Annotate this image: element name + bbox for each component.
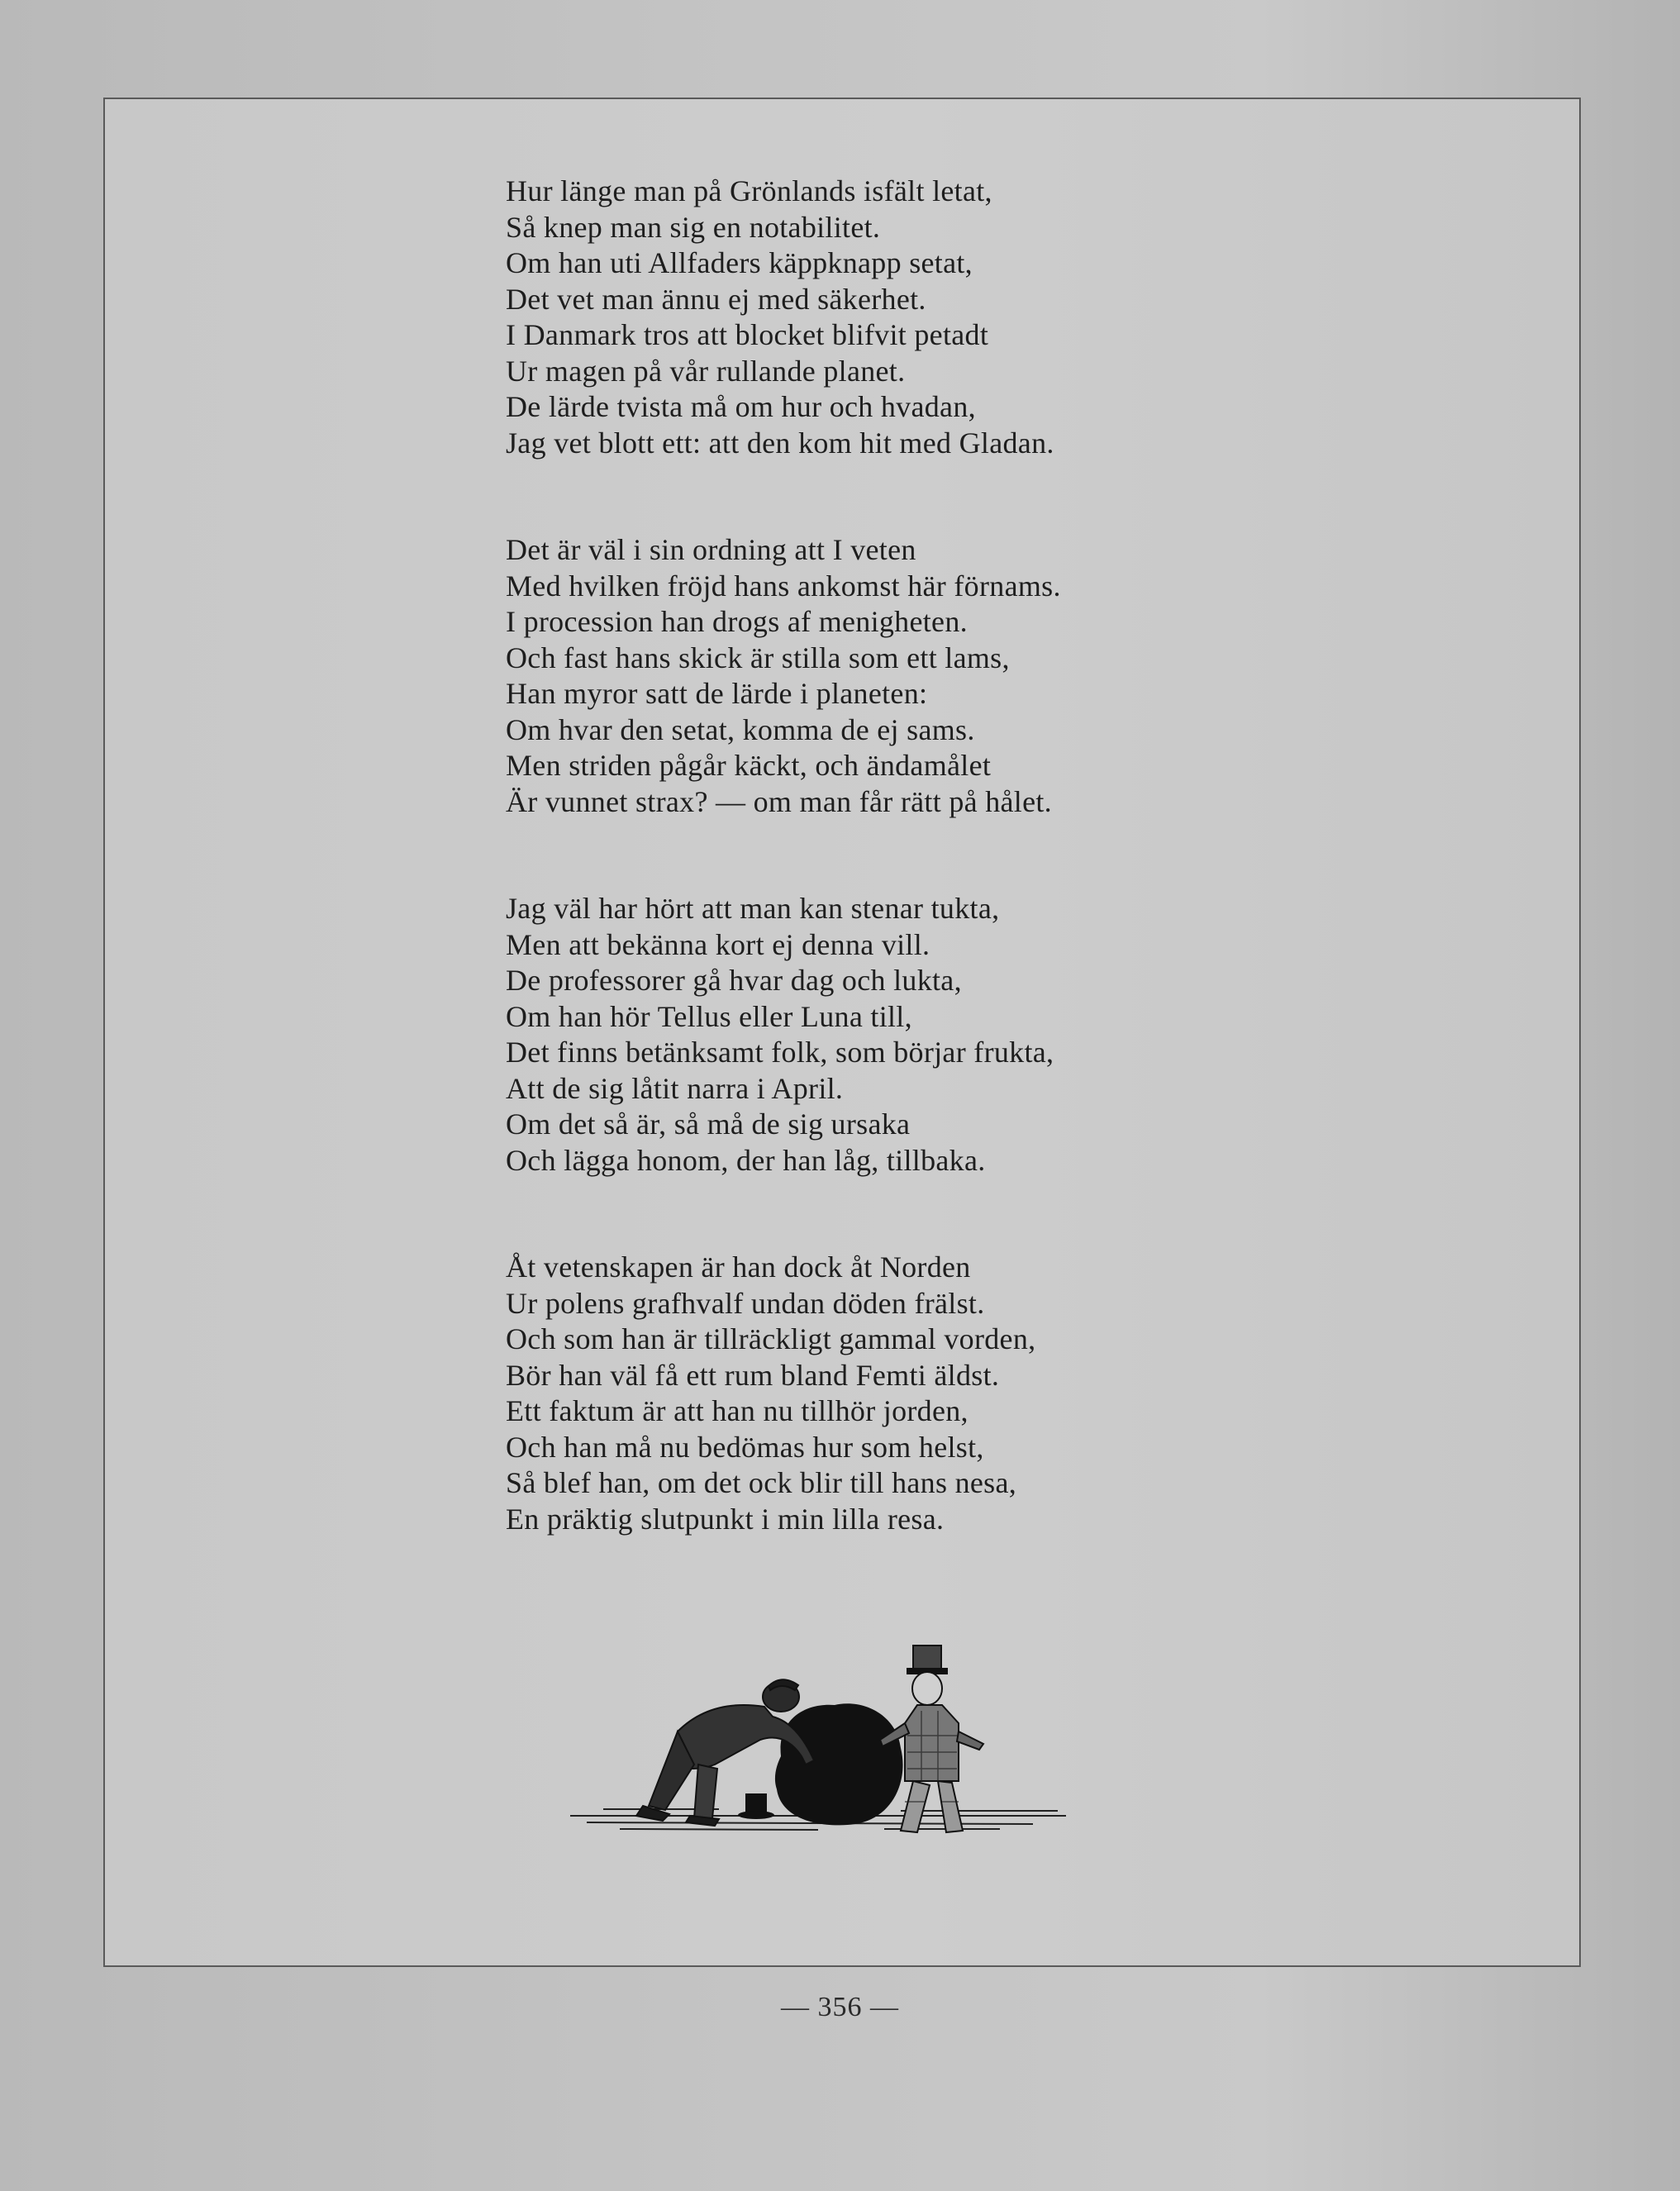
page-number: — 356 — xyxy=(781,1992,899,2022)
poem-line: Och fast hans skick är stilla som ett lams, xyxy=(506,641,1010,674)
poem-line: Med hvilken fröjd hans ankomst här förnams. xyxy=(506,569,1061,603)
poem-line: Hur länge man på Grönlands isfält letat, xyxy=(506,174,992,207)
stanza-3 xyxy=(506,891,1249,1179)
poem-line: Det vet man ännu ej med säkerhet. xyxy=(506,282,926,316)
poem-line: De lärde tvista må om hur och hvadan, xyxy=(506,390,976,423)
poem-line: En präktig slutpunkt i min lilla resa. xyxy=(506,1502,945,1536)
poem-line: Om det så är, så må de sig ursaka xyxy=(506,1107,911,1141)
poem-line: Det är väl i sin ordning att I veten xyxy=(506,533,916,566)
poem-line: Om han hör Tellus eller Luna till, xyxy=(506,999,912,1033)
poem-line: Men striden pågår käckt, och ändamålet xyxy=(506,749,992,782)
poem-line: Han myror satt de lärde i planeten: xyxy=(506,677,928,710)
poem-line: Ur polens grafhvalf undan döden frälst. xyxy=(506,1286,985,1320)
poem-line: Och han må nu bedömas hur som helst, xyxy=(506,1430,984,1464)
two-men-rolling-boulder-illustration xyxy=(570,1641,1066,1855)
poem-line: Och lägga honom, der han låg, tillbaka. xyxy=(506,1143,986,1177)
stanza-1 xyxy=(506,174,1249,461)
poem-line: Åt vetenskapen är han dock åt Norden xyxy=(506,1250,971,1284)
stanza-2 xyxy=(506,532,1249,820)
poem xyxy=(506,174,1249,1537)
poem-line: Det finns betänksamt folk, som börjar frukta, xyxy=(506,1036,1054,1069)
poem-line: Ur magen på vår rullande planet. xyxy=(506,354,906,388)
poem-line: Jag väl har hört att man kan stenar tukta, xyxy=(506,892,1000,925)
stanza-4 xyxy=(506,1250,1249,1537)
poem-line: Jag vet blott ett: att den kom hit med Gladan. xyxy=(506,426,1054,460)
poem-line: Men att bekänna kort ej denna vill. xyxy=(506,927,930,961)
poem-line: Så blef han, om det ock blir till hans nesa, xyxy=(506,1466,1017,1499)
poem-line: De professorer gå hvar dag och lukta, xyxy=(506,964,962,997)
poem-line: Att de sig låtit narra i April. xyxy=(506,1071,844,1105)
poem-line: Är vunnet strax? — om man får rätt på hålet. xyxy=(506,784,1052,818)
poem-line: Om hvar den setat, komma de ej sams. xyxy=(506,712,975,746)
poem-line: Ett faktum är att han nu tillhör jorden, xyxy=(506,1394,968,1427)
poem-line: I procession han drogs af menigheten. xyxy=(506,605,968,638)
poem-line: Om han uti Allfaders käppknapp setat, xyxy=(506,246,973,279)
poem-line: I Danmark tros att blocket blifvit petadt xyxy=(506,318,989,351)
poem-line: Bör han väl få ett rum bland Femti äldst. xyxy=(506,1358,1000,1392)
poem-line: Så knep man sig en notabilitet. xyxy=(506,210,881,244)
poem-line: Och som han är tillräckligt gammal vorden, xyxy=(506,1322,1036,1355)
